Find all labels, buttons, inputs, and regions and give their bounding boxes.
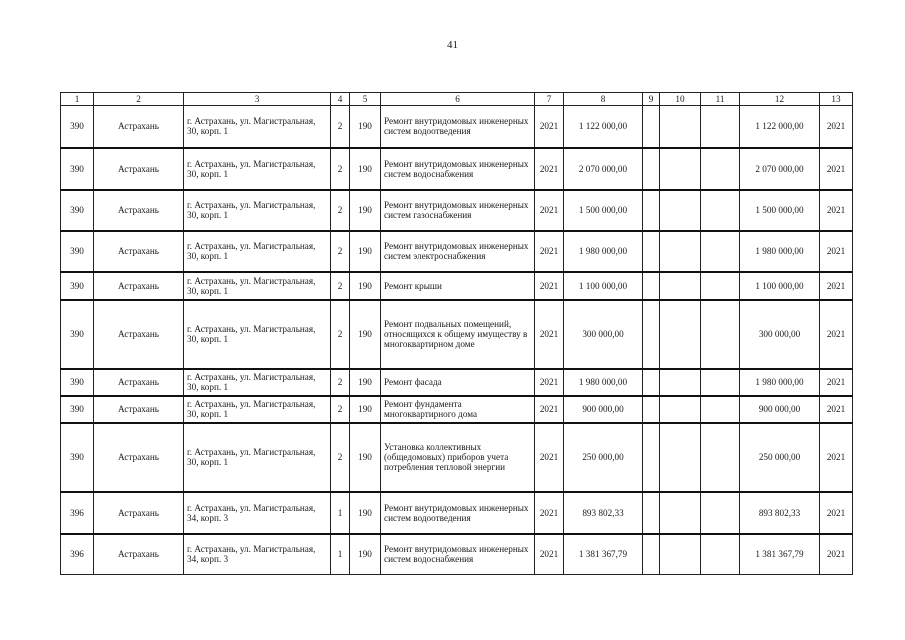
cost-cell: 1 381 367,79 (564, 534, 643, 575)
column-10-cell (660, 492, 701, 534)
work-type-cell: Ремонт подвальных помещений, относящихся к общему имуществу в многоквартирном доме (381, 300, 535, 369)
completion-year-cell: 2021 (820, 300, 853, 369)
column-9-cell (643, 534, 660, 575)
column-4-cell: 2 (331, 300, 350, 369)
column-5-cell: 190 (350, 148, 381, 190)
column-5-cell: 190 (350, 231, 381, 272)
year-cell: 2021 (535, 190, 564, 231)
column-11-cell (701, 190, 740, 231)
column-10-cell (660, 534, 701, 575)
column-10-cell (660, 423, 701, 492)
column-9-cell (643, 231, 660, 272)
column-11-cell (701, 423, 740, 492)
column-11-cell (701, 396, 740, 423)
column-header: 1 (61, 93, 94, 106)
column-10-cell (660, 231, 701, 272)
object-number-cell: 396 (61, 492, 94, 534)
total-cell: 1 980 000,00 (740, 231, 820, 272)
work-type-cell: Ремонт фасада (381, 369, 535, 396)
column-10-cell (660, 396, 701, 423)
column-10-cell (660, 106, 701, 148)
address-cell: г. Астрахань, ул. Магистральная, 30, корп. 1 (184, 272, 331, 300)
work-type-cell: Ремонт внутридомовых инженерных систем водоотведения (381, 106, 535, 148)
address-cell: г. Астрахань, ул. Магистральная, 30, корп. 1 (184, 190, 331, 231)
column-4-cell: 2 (331, 369, 350, 396)
address-cell: г. Астрахань, ул. Магистральная, 30, корп. 1 (184, 231, 331, 272)
column-10-cell (660, 272, 701, 300)
completion-year-cell: 2021 (820, 534, 853, 575)
total-cell: 900 000,00 (740, 396, 820, 423)
column-11-cell (701, 369, 740, 396)
capital-repair-table (60, 92, 853, 575)
year-cell: 2021 (535, 423, 564, 492)
column-number-row (61, 93, 853, 106)
column-4-cell: 2 (331, 272, 350, 300)
table-row (61, 231, 853, 272)
cost-cell: 1 500 000,00 (564, 190, 643, 231)
column-header: 3 (184, 93, 331, 106)
total-cell: 2 070 000,00 (740, 148, 820, 190)
column-9-cell (643, 272, 660, 300)
cost-cell: 1 122 000,00 (564, 106, 643, 148)
object-number-cell: 390 (61, 148, 94, 190)
total-cell: 1 122 000,00 (740, 106, 820, 148)
address-cell: г. Астрахань, ул. Магистральная, 30, корп. 1 (184, 300, 331, 369)
column-9-cell (643, 423, 660, 492)
cost-cell: 1 980 000,00 (564, 369, 643, 396)
column-4-cell: 1 (331, 492, 350, 534)
object-number-cell: 390 (61, 300, 94, 369)
table-row (61, 272, 853, 300)
column-4-cell: 2 (331, 231, 350, 272)
column-4-cell: 2 (331, 190, 350, 231)
year-cell: 2021 (535, 369, 564, 396)
table-row (61, 369, 853, 396)
column-header: 7 (535, 93, 564, 106)
year-cell: 2021 (535, 272, 564, 300)
address-cell: г. Астрахань, ул. Магистральная, 30, корп. 1 (184, 106, 331, 148)
column-header: 6 (381, 93, 535, 106)
column-10-cell (660, 300, 701, 369)
object-number-cell: 390 (61, 231, 94, 272)
column-9-cell (643, 148, 660, 190)
cost-cell: 1 980 000,00 (564, 231, 643, 272)
work-type-cell: Ремонт внутридомовых инженерных систем газоснабжения (381, 190, 535, 231)
column-9-cell (643, 106, 660, 148)
object-number-cell: 390 (61, 423, 94, 492)
year-cell: 2021 (535, 396, 564, 423)
column-5-cell: 190 (350, 300, 381, 369)
year-cell: 2021 (535, 231, 564, 272)
column-5-cell: 190 (350, 396, 381, 423)
work-type-cell: Ремонт внутридомовых инженерных систем водоснабжения (381, 148, 535, 190)
column-5-cell: 190 (350, 369, 381, 396)
city-cell: Астрахань (94, 396, 184, 423)
total-cell: 1 500 000,00 (740, 190, 820, 231)
column-4-cell: 1 (331, 534, 350, 575)
city-cell: Астрахань (94, 190, 184, 231)
object-number-cell: 390 (61, 272, 94, 300)
work-type-cell: Установка коллективных (общедомовых) приборов учета потребления тепловой энергии (381, 423, 535, 492)
column-10-cell (660, 148, 701, 190)
object-number-cell: 390 (61, 369, 94, 396)
cost-cell: 900 000,00 (564, 396, 643, 423)
year-cell: 2021 (535, 492, 564, 534)
city-cell: Астрахань (94, 148, 184, 190)
table-row (61, 148, 853, 190)
column-4-cell: 2 (331, 396, 350, 423)
column-4-cell: 2 (331, 148, 350, 190)
completion-year-cell: 2021 (820, 148, 853, 190)
completion-year-cell: 2021 (820, 272, 853, 300)
column-5-cell: 190 (350, 534, 381, 575)
column-11-cell (701, 272, 740, 300)
column-11-cell (701, 231, 740, 272)
completion-year-cell: 2021 (820, 231, 853, 272)
table-row (61, 534, 853, 575)
total-cell: 1 381 367,79 (740, 534, 820, 575)
column-9-cell (643, 300, 660, 369)
total-cell: 300 000,00 (740, 300, 820, 369)
city-cell: Астрахань (94, 534, 184, 575)
column-header: 4 (331, 93, 350, 106)
column-10-cell (660, 190, 701, 231)
table-row (61, 106, 853, 148)
address-cell: г. Астрахань, ул. Магистральная, 34, корп. 3 (184, 492, 331, 534)
object-number-cell: 390 (61, 106, 94, 148)
city-cell: Астрахань (94, 423, 184, 492)
work-type-cell: Ремонт крыши (381, 272, 535, 300)
city-cell: Астрахань (94, 369, 184, 396)
column-4-cell: 2 (331, 106, 350, 148)
work-type-cell: Ремонт внутридомовых инженерных систем электроснабжения (381, 231, 535, 272)
column-11-cell (701, 148, 740, 190)
total-cell: 250 000,00 (740, 423, 820, 492)
table-row (61, 300, 853, 369)
city-cell: Астрахань (94, 231, 184, 272)
column-4-cell: 2 (331, 423, 350, 492)
cost-cell: 300 000,00 (564, 300, 643, 369)
table-row (61, 396, 853, 423)
work-type-cell: Ремонт фундамента многоквартирного дома (381, 396, 535, 423)
address-cell: г. Астрахань, ул. Магистральная, 30, корп. 1 (184, 148, 331, 190)
column-10-cell (660, 369, 701, 396)
column-5-cell: 190 (350, 272, 381, 300)
column-11-cell (701, 492, 740, 534)
column-11-cell (701, 106, 740, 148)
completion-year-cell: 2021 (820, 106, 853, 148)
year-cell: 2021 (535, 300, 564, 369)
object-number-cell: 390 (61, 190, 94, 231)
column-header: 2 (94, 93, 184, 106)
column-5-cell: 190 (350, 190, 381, 231)
address-cell: г. Астрахань, ул. Магистральная, 30, корп. 1 (184, 423, 331, 492)
column-5-cell: 190 (350, 423, 381, 492)
completion-year-cell: 2021 (820, 492, 853, 534)
column-11-cell (701, 534, 740, 575)
total-cell: 1 980 000,00 (740, 369, 820, 396)
table-row (61, 190, 853, 231)
year-cell: 2021 (535, 148, 564, 190)
column-11-cell (701, 300, 740, 369)
total-cell: 893 802,33 (740, 492, 820, 534)
city-cell: Астрахань (94, 106, 184, 148)
object-number-cell: 390 (61, 396, 94, 423)
city-cell: Астрахань (94, 300, 184, 369)
column-5-cell: 190 (350, 492, 381, 534)
column-header: 12 (740, 93, 820, 106)
cost-cell: 2 070 000,00 (564, 148, 643, 190)
year-cell: 2021 (535, 106, 564, 148)
column-header: 8 (564, 93, 643, 106)
page-number: 41 (447, 39, 458, 51)
column-9-cell (643, 369, 660, 396)
address-cell: г. Астрахань, ул. Магистральная, 30, корп. 1 (184, 396, 331, 423)
work-type-cell: Ремонт внутридомовых инженерных систем водоотведения (381, 492, 535, 534)
table-row (61, 423, 853, 492)
table-row (61, 492, 853, 534)
year-cell: 2021 (535, 534, 564, 575)
cost-cell: 893 802,33 (564, 492, 643, 534)
column-header: 11 (701, 93, 740, 106)
object-number-cell: 396 (61, 534, 94, 575)
total-cell: 1 100 000,00 (740, 272, 820, 300)
address-cell: г. Астрахань, ул. Магистральная, 30, корп. 1 (184, 369, 331, 396)
cost-cell: 250 000,00 (564, 423, 643, 492)
completion-year-cell: 2021 (820, 190, 853, 231)
column-header: 9 (643, 93, 660, 106)
column-header: 5 (350, 93, 381, 106)
cost-cell: 1 100 000,00 (564, 272, 643, 300)
column-5-cell: 190 (350, 106, 381, 148)
column-9-cell (643, 190, 660, 231)
city-cell: Астрахань (94, 272, 184, 300)
city-cell: Астрахань (94, 492, 184, 534)
column-9-cell (643, 492, 660, 534)
column-9-cell (643, 396, 660, 423)
completion-year-cell: 2021 (820, 369, 853, 396)
column-header: 10 (660, 93, 701, 106)
completion-year-cell: 2021 (820, 423, 853, 492)
completion-year-cell: 2021 (820, 396, 853, 423)
work-type-cell: Ремонт внутридомовых инженерных систем водоснабжения (381, 534, 535, 575)
column-header: 13 (820, 93, 853, 106)
address-cell: г. Астрахань, ул. Магистральная, 34, корп. 3 (184, 534, 331, 575)
